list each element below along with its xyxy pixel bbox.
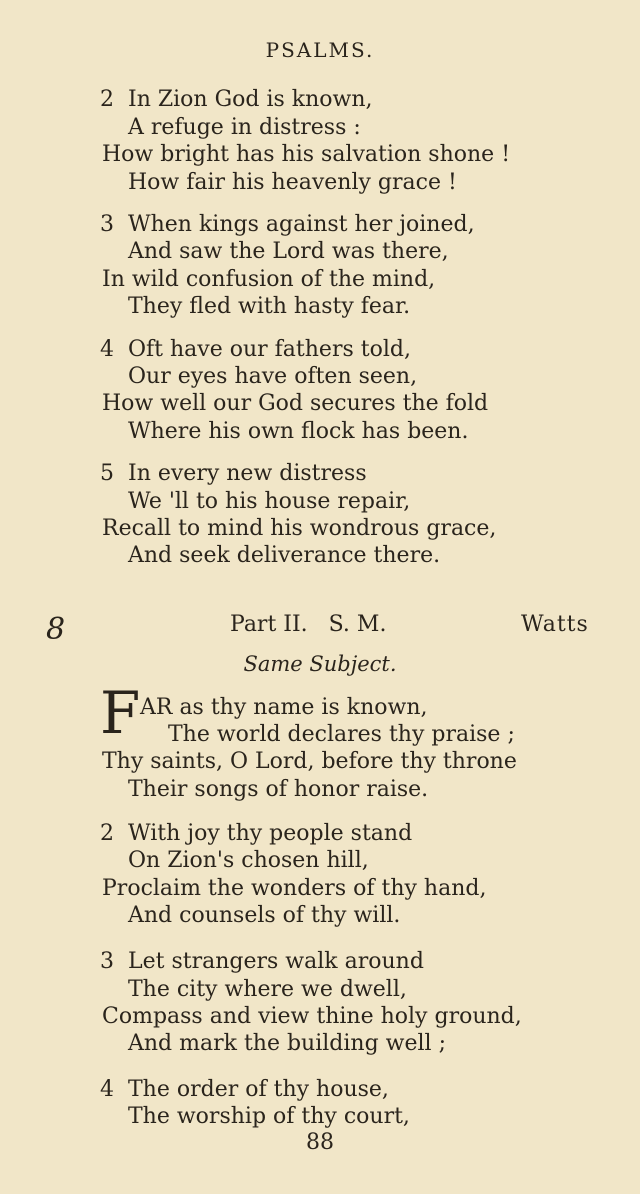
part-label: Part II. <box>230 612 308 637</box>
stanza-number: 3 <box>100 949 114 974</box>
verse-line: 4 Oft have our fathers told, <box>100 337 411 362</box>
verse-line: How well our God secures the fold <box>102 391 489 416</box>
verse-line: 2 With joy thy people stand <box>100 821 413 846</box>
verse-line: And seek deliverance there. <box>128 543 441 568</box>
verse-line: Proclaim the wonders of thy hand, <box>102 876 487 901</box>
verse-line: 3 Let strangers walk around <box>100 949 424 974</box>
verse-line: Where his own flock has been. <box>128 419 469 444</box>
verse-line: And mark the building well ; <box>128 1031 446 1056</box>
verse-line: Thy saints, O Lord, before thy throne <box>102 749 517 774</box>
verse-line: How fair his heavenly grace ! <box>128 170 457 195</box>
stanza-number: 4 <box>100 1077 114 1102</box>
verse-line: Our eyes have often seen, <box>128 364 418 389</box>
verse-line: AR as thy name is known, <box>140 695 428 720</box>
verse-line: And counsels of thy will. <box>128 903 401 928</box>
stanza-number: 4 <box>100 337 114 362</box>
drop-cap: F <box>100 679 141 747</box>
stanza-number: 2 <box>100 87 114 112</box>
verse-line: In wild confusion of the mind, <box>102 267 436 292</box>
part-meter <box>230 612 386 637</box>
verse-line: On Zion's chosen hill, <box>128 848 369 873</box>
stanza-number: 2 <box>100 821 114 846</box>
verse-line: 4 The order of thy house, <box>100 1077 389 1102</box>
stanza-number: 3 <box>100 212 114 237</box>
verse-line: A refuge in distress : <box>128 115 361 140</box>
verse-line: We 'll to his house repair, <box>128 489 411 514</box>
verse-line: The city where we dwell, <box>128 977 407 1002</box>
verse-line: Recall to mind his wondrous grace, <box>102 516 497 541</box>
verse-line: They fled with hasty fear. <box>128 294 411 319</box>
verse-line: The worship of thy court, <box>128 1104 410 1129</box>
hymn-number: 8 <box>46 612 66 647</box>
verse-line: Their songs of honor raise. <box>128 777 429 802</box>
verse-line: 3 When kings against her joined, <box>100 212 475 237</box>
verse-line: Compass and view thine holy ground, <box>102 1004 522 1029</box>
verse-line: 2 In Zion God is known, <box>100 87 373 112</box>
page-number: 88 <box>306 1130 334 1155</box>
verse-line: How bright has his salvation shone ! <box>102 142 511 167</box>
author-name: Watts <box>521 612 589 637</box>
meter-label: S. M. <box>328 612 387 637</box>
verse-line: The world declares thy praise ; <box>168 722 515 747</box>
stanza-number: 5 <box>100 461 114 486</box>
page-header: PSALMS. <box>265 38 375 62</box>
verse-line: And saw the Lord was there, <box>128 239 449 264</box>
hymn-subtitle: Same Subject. <box>243 652 397 676</box>
verse-line: 5 In every new distress <box>100 461 367 486</box>
